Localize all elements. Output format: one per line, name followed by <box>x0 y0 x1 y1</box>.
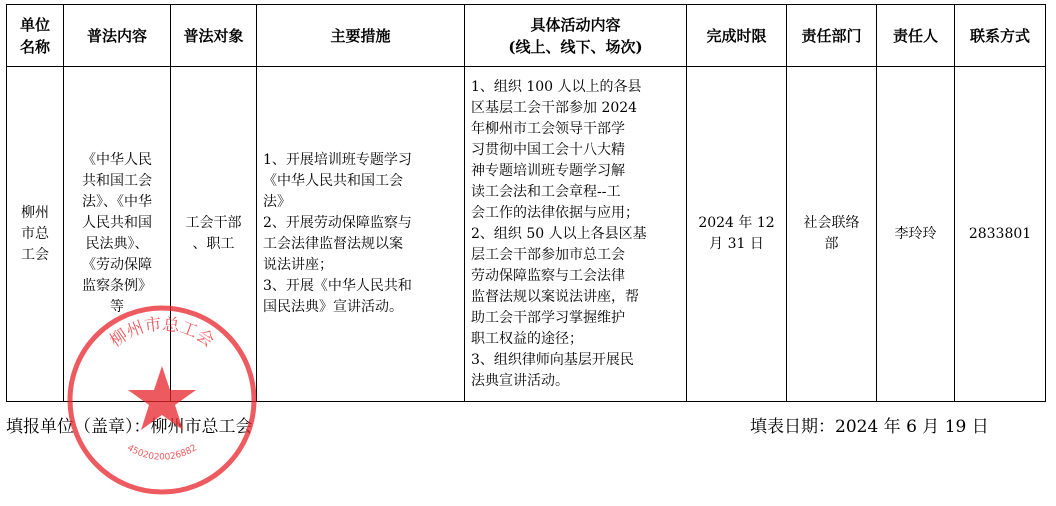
header-measures: 主要措施 <box>257 5 465 67</box>
header-target: 普法对象 <box>171 5 257 67</box>
header-row <box>7 5 1046 67</box>
header-person: 责任人 <box>877 5 955 67</box>
cell-measures: 1、开展培训班专题学习 《中华人民共和国工会 法》 2、开展劳动保障监察与 工会法律监督法规以案 说法讲座； 3、开展《中华人民共和 国民法典》宣讲活动。 <box>257 67 465 402</box>
cell-person: 李玲玲 <box>877 67 955 402</box>
seal-name: 柳州市总工会 <box>106 314 218 352</box>
cell-unit: 柳州 市总 工会 <box>7 67 64 402</box>
header-contact: 联系方式 <box>955 5 1046 67</box>
cell-content: 《中华人民 共和国工会 法》、《中华 人民共和国 民法典》、 《劳动保障 监察条例》 等 <box>64 67 171 402</box>
footer-filing-unit: 填报单位（盖章）：柳州市总工会 <box>6 417 253 437</box>
header-activity-line1: 具体活动内容 <box>530 15 621 34</box>
cell-dept: 社会联络 部 <box>787 67 877 402</box>
header-deadline: 完成时限 <box>687 5 787 67</box>
header-dept: 责任部门 <box>787 5 877 67</box>
cell-contact: 2833801 <box>955 67 1046 402</box>
cell-activity: 1、组织 100 人以上的各县 区基层工会干部参加 2024 年柳州市工会领导干部学 习贯彻中国工会十八大精 神专题培训班专题学习解 读工会法和工会章程--工 会工作的法律依据与应用； 2、组织 50 人以上各县区基 层工会干部参加市总工会 劳动保障监察与工会法律 监督法规以案说法讲座，帮 助工会干部学习掌握维护 职工权益的途径； 3、组织律师向基层开展民 法典宣讲活动。 <box>465 67 687 402</box>
header-content: 普法内容 <box>64 5 171 67</box>
footer-filing-date: 填表日期：2024 年 6 月 19 日 <box>750 417 989 437</box>
seal-code: 4502020026882 <box>125 443 199 463</box>
header-activity <box>465 5 687 67</box>
header-activity-line2: (线上、线下、场次) <box>508 37 643 56</box>
official-seal-icon <box>62 300 262 500</box>
cell-deadline: 2024 年 12 月 31 日 <box>687 67 787 402</box>
cell-target: 工会干部 、职工 <box>171 67 257 402</box>
header-unit: 单位 名称 <box>7 5 64 67</box>
